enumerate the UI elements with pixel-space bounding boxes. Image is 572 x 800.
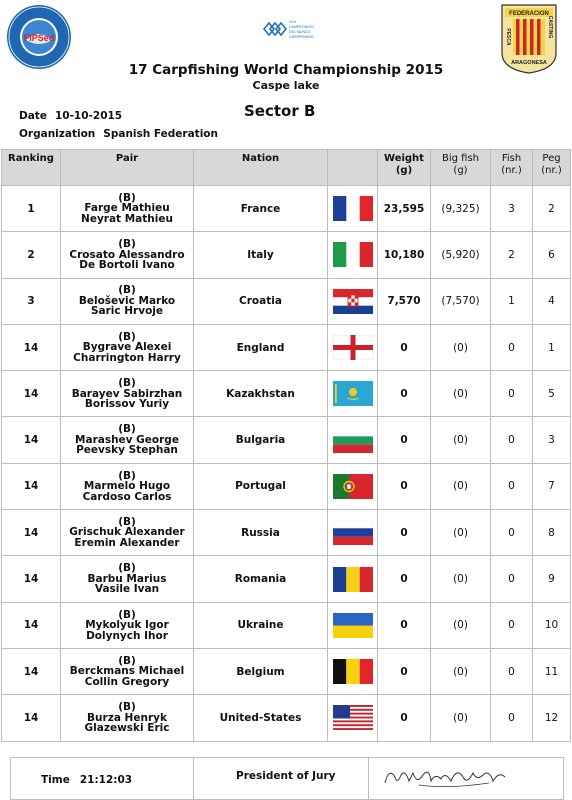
rank-cell: 14 bbox=[2, 648, 61, 694]
pair-cell bbox=[61, 510, 194, 556]
svg-text:CASTING: CASTING bbox=[547, 15, 553, 39]
table-row bbox=[2, 602, 571, 648]
nation-cell: Ukraine bbox=[194, 602, 328, 648]
bigfish-cell: (0) bbox=[431, 417, 491, 463]
nation-cell: United-States bbox=[194, 695, 328, 741]
peg-cell: 3 bbox=[533, 417, 571, 463]
signature bbox=[379, 763, 529, 793]
pair-sector: (B) bbox=[118, 238, 136, 251]
nation-cell: Kazakhstan bbox=[194, 371, 328, 417]
flag-cell bbox=[328, 648, 378, 694]
pair-angler-1: Mykolyuk Igor bbox=[85, 619, 169, 632]
flag-cell bbox=[328, 417, 378, 463]
peg-cell: 10 bbox=[533, 602, 571, 648]
rank-cell: 14 bbox=[2, 371, 61, 417]
col-fish: Fish (nr.) bbox=[491, 150, 533, 186]
page-subtitle: Caspe lake bbox=[252, 79, 320, 92]
peg-cell: 1 bbox=[533, 324, 571, 370]
pair-angler-2: Cardoso Carlos bbox=[82, 490, 172, 503]
nation-cell: England bbox=[194, 324, 328, 370]
table-row bbox=[2, 695, 571, 741]
bigfish-cell: (0) bbox=[431, 556, 491, 602]
flag-cell bbox=[328, 186, 378, 232]
pair-sector: (B) bbox=[118, 608, 136, 621]
pair-angler-2: Saric Hrvoje bbox=[90, 305, 164, 318]
pair-angler-1: Crosato Alessandro bbox=[69, 248, 185, 261]
organization-value: Spanish Federation bbox=[103, 128, 218, 140]
col-bigfish: Big fish (g) bbox=[431, 150, 491, 186]
nation-cell: Portugal bbox=[194, 463, 328, 509]
pair-cell bbox=[61, 371, 194, 417]
col-flag bbox=[328, 150, 378, 186]
pair-angler-1: Barbu Marius bbox=[87, 572, 167, 585]
fish-cell: 0 bbox=[491, 510, 533, 556]
flag-cell bbox=[328, 232, 378, 278]
bigfish-cell: (0) bbox=[431, 324, 491, 370]
organization-line bbox=[19, 128, 218, 140]
pair-sector: (B) bbox=[118, 654, 136, 667]
bigfish-cell: (0) bbox=[431, 602, 491, 648]
fish-cell: 0 bbox=[491, 695, 533, 741]
rank-cell: 3 bbox=[2, 278, 61, 324]
bigfish-cell: (7,570) bbox=[431, 278, 491, 324]
rank-cell: 2 bbox=[2, 232, 61, 278]
sector-heading: Sector B bbox=[244, 102, 316, 120]
table-row bbox=[2, 371, 571, 417]
pair-sector: (B) bbox=[118, 191, 136, 204]
fish-cell: 3 bbox=[491, 186, 533, 232]
flag-cell bbox=[328, 695, 378, 741]
col-nation: Nation bbox=[194, 150, 328, 186]
rank-cell: 14 bbox=[2, 510, 61, 556]
pair-angler-2: Vasile Ivan bbox=[94, 583, 160, 596]
fipsed-logo-text: FIPSed bbox=[23, 33, 55, 43]
date-label: Date bbox=[19, 110, 47, 122]
time-value: 21:12:03 bbox=[79, 774, 133, 786]
nation-cell: France bbox=[194, 186, 328, 232]
bulgaria-flag-icon bbox=[333, 428, 373, 453]
svg-text:DEL MUNDO: DEL MUNDO bbox=[289, 30, 311, 34]
fish-cell: 0 bbox=[491, 371, 533, 417]
pair-angler-2: Dolynych Ihor bbox=[86, 629, 168, 642]
date-value: 10-10-2015 bbox=[54, 110, 123, 122]
pair-angler-1: Burza Henryk bbox=[87, 711, 167, 724]
portugal-flag-icon bbox=[333, 474, 373, 499]
pair-cell bbox=[61, 186, 194, 232]
bigfish-cell: (0) bbox=[431, 463, 491, 509]
svg-text:PESCA: PESCA bbox=[505, 28, 511, 46]
footer-box bbox=[10, 757, 564, 800]
weight-cell: 0 bbox=[378, 510, 431, 556]
svg-text:XVII: XVII bbox=[289, 20, 296, 24]
pair-angler-2: Peevsky Stephan bbox=[76, 444, 178, 457]
pair-cell bbox=[61, 278, 194, 324]
bigfish-cell: (0) bbox=[431, 371, 491, 417]
peg-cell: 6 bbox=[533, 232, 571, 278]
kazakhstan-flag-icon bbox=[333, 381, 373, 406]
table-row bbox=[2, 232, 571, 278]
weight-cell: 0 bbox=[378, 556, 431, 602]
pair-sector: (B) bbox=[118, 330, 136, 343]
pair-angler-2: De Bortoli Ivano bbox=[79, 259, 175, 272]
fish-cell: 0 bbox=[491, 602, 533, 648]
weight-cell: 0 bbox=[378, 371, 431, 417]
weight-cell: 0 bbox=[378, 648, 431, 694]
fipsed-logo bbox=[6, 4, 72, 70]
pair-angler-2: Neyrat Mathieu bbox=[81, 212, 173, 225]
championship-logo bbox=[262, 18, 332, 40]
table-header-row bbox=[2, 150, 571, 186]
organization-label: Organization bbox=[19, 128, 96, 140]
nation-cell: Croatia bbox=[194, 278, 328, 324]
peg-cell: 8 bbox=[533, 510, 571, 556]
peg-cell: 9 bbox=[533, 556, 571, 602]
pair-cell bbox=[61, 602, 194, 648]
pair-angler-1: Grischuk Alexander bbox=[69, 526, 185, 539]
rank-cell: 14 bbox=[2, 463, 61, 509]
rank-cell: 14 bbox=[2, 695, 61, 741]
fish-cell: 0 bbox=[491, 417, 533, 463]
pair-angler-1: Barayev Sabirzhan bbox=[71, 387, 183, 400]
pair-cell bbox=[61, 556, 194, 602]
fish-cell: 2 bbox=[491, 232, 533, 278]
bigfish-cell: (9,325) bbox=[431, 186, 491, 232]
bigfish-cell: (0) bbox=[431, 695, 491, 741]
weight-cell: 0 bbox=[378, 417, 431, 463]
weight-cell: 0 bbox=[378, 695, 431, 741]
pair-sector: (B) bbox=[118, 284, 136, 297]
weight-cell: 0 bbox=[378, 602, 431, 648]
flag-cell bbox=[328, 510, 378, 556]
nation-cell: Bulgaria bbox=[194, 417, 328, 463]
rank-cell: 14 bbox=[2, 417, 61, 463]
table-row bbox=[2, 324, 571, 370]
ukraine-flag-icon bbox=[333, 613, 373, 638]
fish-cell: 0 bbox=[491, 648, 533, 694]
united-states-flag-icon bbox=[333, 705, 373, 730]
weight-cell: 7,570 bbox=[378, 278, 431, 324]
flag-cell bbox=[328, 278, 378, 324]
belgium-flag-icon bbox=[333, 659, 373, 684]
peg-cell: 12 bbox=[533, 695, 571, 741]
weight-cell: 0 bbox=[378, 324, 431, 370]
weight-cell: 0 bbox=[378, 463, 431, 509]
table-row bbox=[2, 648, 571, 694]
col-weight: Weight (g) bbox=[378, 150, 431, 186]
pair-sector: (B) bbox=[118, 515, 136, 528]
bigfish-cell: (5,920) bbox=[431, 232, 491, 278]
italy-flag-icon bbox=[333, 242, 373, 267]
pair-angler-2: Eremin Alexander bbox=[74, 536, 180, 549]
date-line bbox=[19, 110, 122, 122]
page-title: 17 Carpfishing World Championship 2015 bbox=[128, 62, 444, 78]
svg-text:CARPFISHING: CARPFISHING bbox=[289, 35, 314, 39]
table-row bbox=[2, 417, 571, 463]
fish-cell: 0 bbox=[491, 463, 533, 509]
col-peg: Peg (nr.) bbox=[533, 150, 571, 186]
rank-cell: 14 bbox=[2, 324, 61, 370]
rank-cell: 14 bbox=[2, 602, 61, 648]
col-ranking: Ranking bbox=[2, 150, 61, 186]
pair-angler-1: Bygrave Alexei bbox=[82, 341, 172, 354]
table-row bbox=[2, 278, 571, 324]
table-row bbox=[2, 186, 571, 232]
president-of-jury-label: President of Jury bbox=[236, 770, 336, 782]
col-pair: Pair bbox=[61, 150, 194, 186]
pair-angler-1: Berckmans Michael bbox=[69, 665, 185, 678]
pair-angler-2: Collin Gregory bbox=[84, 675, 170, 688]
pair-sector: (B) bbox=[118, 423, 136, 436]
peg-cell: 11 bbox=[533, 648, 571, 694]
fish-cell: 0 bbox=[491, 324, 533, 370]
pair-angler-1: Farge Mathieu bbox=[84, 202, 170, 215]
pair-angler-1: Beloševic Marko bbox=[78, 294, 176, 307]
bigfish-cell: (0) bbox=[431, 510, 491, 556]
rank-cell: 1 bbox=[2, 186, 61, 232]
pair-sector: (B) bbox=[118, 377, 136, 390]
pair-angler-2: Glazewski Eric bbox=[84, 722, 170, 735]
svg-text:ARAGONESA: ARAGONESA bbox=[511, 60, 547, 66]
bigfish-cell: (0) bbox=[431, 648, 491, 694]
fish-cell: 0 bbox=[491, 556, 533, 602]
flag-cell bbox=[328, 556, 378, 602]
pair-angler-2: Charrington Harry bbox=[73, 351, 181, 364]
table-row bbox=[2, 556, 571, 602]
pair-cell bbox=[61, 417, 194, 463]
pair-sector: (B) bbox=[118, 469, 136, 482]
weight-cell: 23,595 bbox=[378, 186, 431, 232]
france-flag-icon bbox=[333, 196, 373, 221]
flag-cell bbox=[328, 463, 378, 509]
table-row bbox=[2, 463, 571, 509]
flag-cell bbox=[328, 602, 378, 648]
nation-cell: Russia bbox=[194, 510, 328, 556]
romania-flag-icon bbox=[333, 567, 373, 592]
nation-cell: Romania bbox=[194, 556, 328, 602]
pair-sector: (B) bbox=[118, 562, 136, 575]
weight-cell: 10,180 bbox=[378, 232, 431, 278]
peg-cell: 4 bbox=[533, 278, 571, 324]
pair-angler-1: Marashev George bbox=[75, 433, 179, 446]
peg-cell: 5 bbox=[533, 371, 571, 417]
rank-cell: 14 bbox=[2, 556, 61, 602]
svg-text:CAMPEONATO: CAMPEONATO bbox=[289, 25, 315, 29]
fish-cell: 1 bbox=[491, 278, 533, 324]
pair-cell bbox=[61, 648, 194, 694]
pair-cell bbox=[61, 695, 194, 741]
pair-sector: (B) bbox=[118, 701, 136, 714]
time-line bbox=[41, 774, 132, 786]
nation-cell: Italy bbox=[194, 232, 328, 278]
pair-cell bbox=[61, 232, 194, 278]
peg-cell: 7 bbox=[533, 463, 571, 509]
flag-cell bbox=[328, 371, 378, 417]
croatia-flag-icon bbox=[333, 289, 373, 314]
svg-text:FEDERACION: FEDERACION bbox=[509, 11, 549, 17]
pair-cell bbox=[61, 463, 194, 509]
results-table bbox=[1, 149, 571, 742]
pair-cell bbox=[61, 324, 194, 370]
pair-angler-2: Borissov Yuriy bbox=[84, 398, 170, 411]
pair-angler-1: Marmelo Hugo bbox=[83, 480, 171, 493]
time-label: Time bbox=[41, 774, 70, 786]
table-row bbox=[2, 510, 571, 556]
russia-flag-icon bbox=[333, 520, 373, 545]
flag-cell bbox=[328, 324, 378, 370]
peg-cell: 2 bbox=[533, 186, 571, 232]
england-flag-icon bbox=[333, 335, 373, 360]
nation-cell: Belgium bbox=[194, 648, 328, 694]
